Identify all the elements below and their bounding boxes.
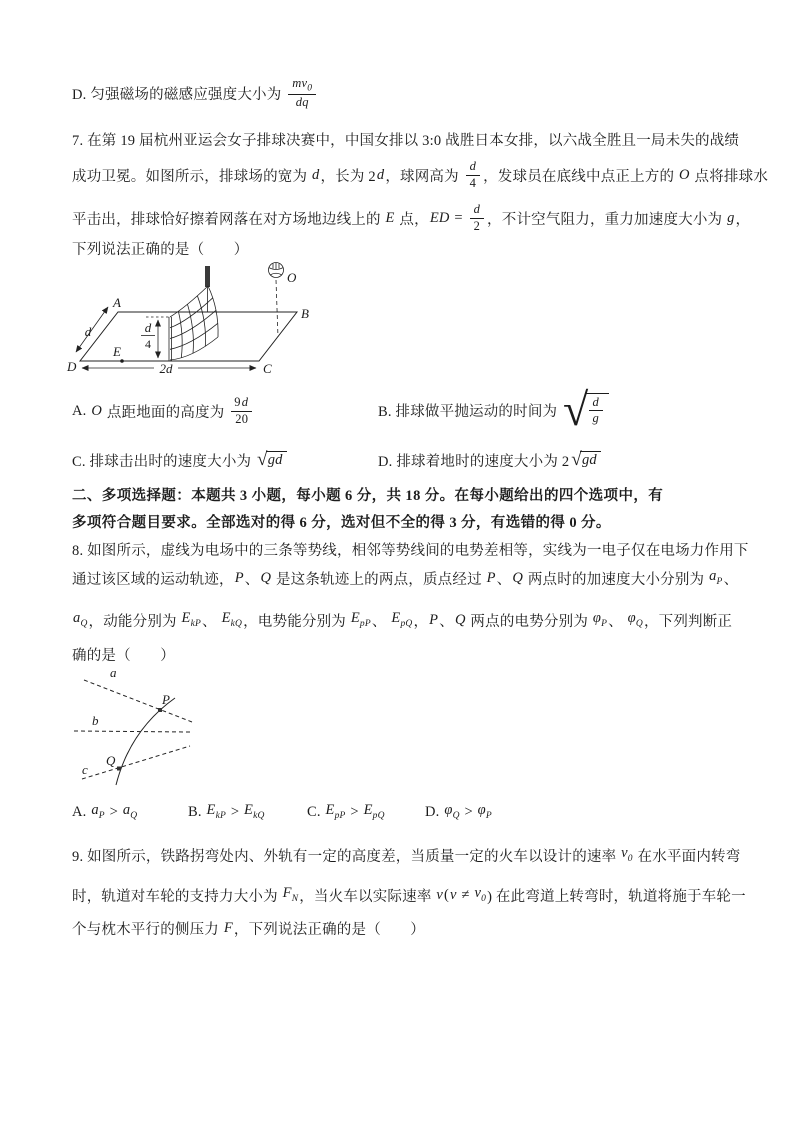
q8-equipotential-diagram (70, 665, 205, 795)
ball-drop-dashed-line (276, 280, 278, 337)
label-line-b: b (92, 713, 99, 728)
point-q-dot (117, 767, 121, 771)
q7-option-b: B. 排球做平抛运动的时间为 √ $\frac{d}{g}$ (378, 385, 611, 435)
q7-option-c: C. 排球击出时的速度大小为 √ gd (72, 448, 289, 472)
q9-line-1: 9. 如图所示，铁路拐弯处内、外轨有一定的高度差，当质量一定的火车以设计的速率 $v_0$ 在水平面内转弯 (72, 845, 741, 865)
q7-line-3: 平击出，排球恰好擦着网落在对方场地边线上的 E 点， ED = $\frac{d}{2}$ ，不计空气阻力，重力加速度大小为 g ， (72, 201, 751, 233)
q7-line-1: 7. 在第 19 届杭州亚运会女子排球决赛中，中国女排以 3:0 战胜日本女排，以六战全胜且一局未失的战绩 (72, 132, 740, 149)
section2-header-line-1: 二、多项选择题：本题共 3 小题，每小题 6 分，共 18 分。在每小题给出的四个选项中，有 (72, 487, 664, 504)
q6-option-d: D. 匀强磁场的磁感应强度大小为 $\frac{mv_0}{dq}$ (72, 73, 319, 113)
point-e-dot (120, 359, 124, 363)
trajectory-curve (116, 698, 175, 785)
net-mesh (170, 286, 218, 360)
svg-text:4: 4 (145, 337, 151, 351)
label-line-c: c (82, 762, 88, 777)
label-d-corner: D (67, 359, 77, 374)
q8-line-2: 通过该区域的运动轨迹， P 、 Q 是这条轨迹上的两点，质点经过 P 、 Q 两点时的加速度大小分别为 $a_P$ 、 (72, 568, 739, 588)
q8-line-1: 8. 如图所示，虚线为电场中的三条等势线，相邻等势线间的电势差相等，实线为一电子仅在电场力作用下 (72, 542, 749, 559)
q9-line-3: 个与枕木平行的侧压力 F ，下列说法正确的是（ ） (72, 919, 425, 938)
near-net-post (169, 317, 172, 361)
label-a: A (113, 295, 121, 310)
q7-option-d: D. 排球着地时的速度大小为 2 √ gd (378, 448, 603, 472)
label-b: B (301, 306, 309, 321)
q8-option-d: D. $\varphi_Q$ > $\varphi_P$ (425, 802, 492, 822)
label-width-d: d (84, 324, 92, 339)
q8-option-a: A. $a_P$ > $a_Q$ (72, 802, 138, 822)
q9-line-2: 时，轨道对车轮的支持力大小为 $F_N$ ，当火车以实际速率 v ( v ≠ $v_0$ ) 在此弯道上转弯时，轨道将施于车轮一 (72, 885, 746, 905)
label-e: E (113, 344, 121, 359)
label-line-a: a (110, 665, 117, 680)
volleyball-icon (269, 263, 284, 278)
q7-line-4: 下列说法正确的是（ ） (72, 241, 249, 258)
label-o: O (287, 270, 297, 285)
label-c: C (263, 361, 272, 376)
q8-line-4: 确的是（ ） (72, 647, 175, 664)
q7-option-a: A. O 点距地面的高度为 $\frac{9d}{20}$ (72, 390, 255, 432)
q8-line-3: $a_Q$ ，动能分别为 $E_{kP}$ 、 $E_{kQ}$ ，电势能分别为 $E_{pP}$ 、 $E_{pQ}$ ， P 、 Q 两点的电势分别为 $\varphi_P$ 、 $\varphi_Q$ ，下列判断正 (73, 610, 733, 630)
equipotential-line-c (82, 746, 190, 779)
label-2d: 2d (159, 361, 173, 376)
svg-text:d: d (144, 320, 152, 335)
q8-option-c: C. $E_{pP}$ > $E_{pQ}$ (307, 802, 385, 822)
section2-header-line-2: 多项符合题目要求。全部选对的得 6 分，选对但不全的得 3 分，有选错的得 0 分。 (72, 514, 611, 531)
label-point-q: Q (106, 753, 116, 768)
net-height-fraction-label (141, 320, 155, 351)
q7-line-2: 成功卫冕。如图所示，排球场的宽为 d ，长为 2 d ，球网高为 $\frac{d}{4}$ ，发球员在底线中点正上方的 O 点将排球水 (72, 158, 769, 190)
label-point-p: P (162, 692, 170, 707)
equipotential-line-b (74, 731, 190, 732)
point-p-dot (158, 708, 162, 712)
equipotential-line-a (84, 680, 192, 722)
q8-option-b: B. $E_{kP}$ > $E_{kQ}$ (188, 802, 265, 822)
q7-volleyball-court-diagram (62, 254, 322, 389)
